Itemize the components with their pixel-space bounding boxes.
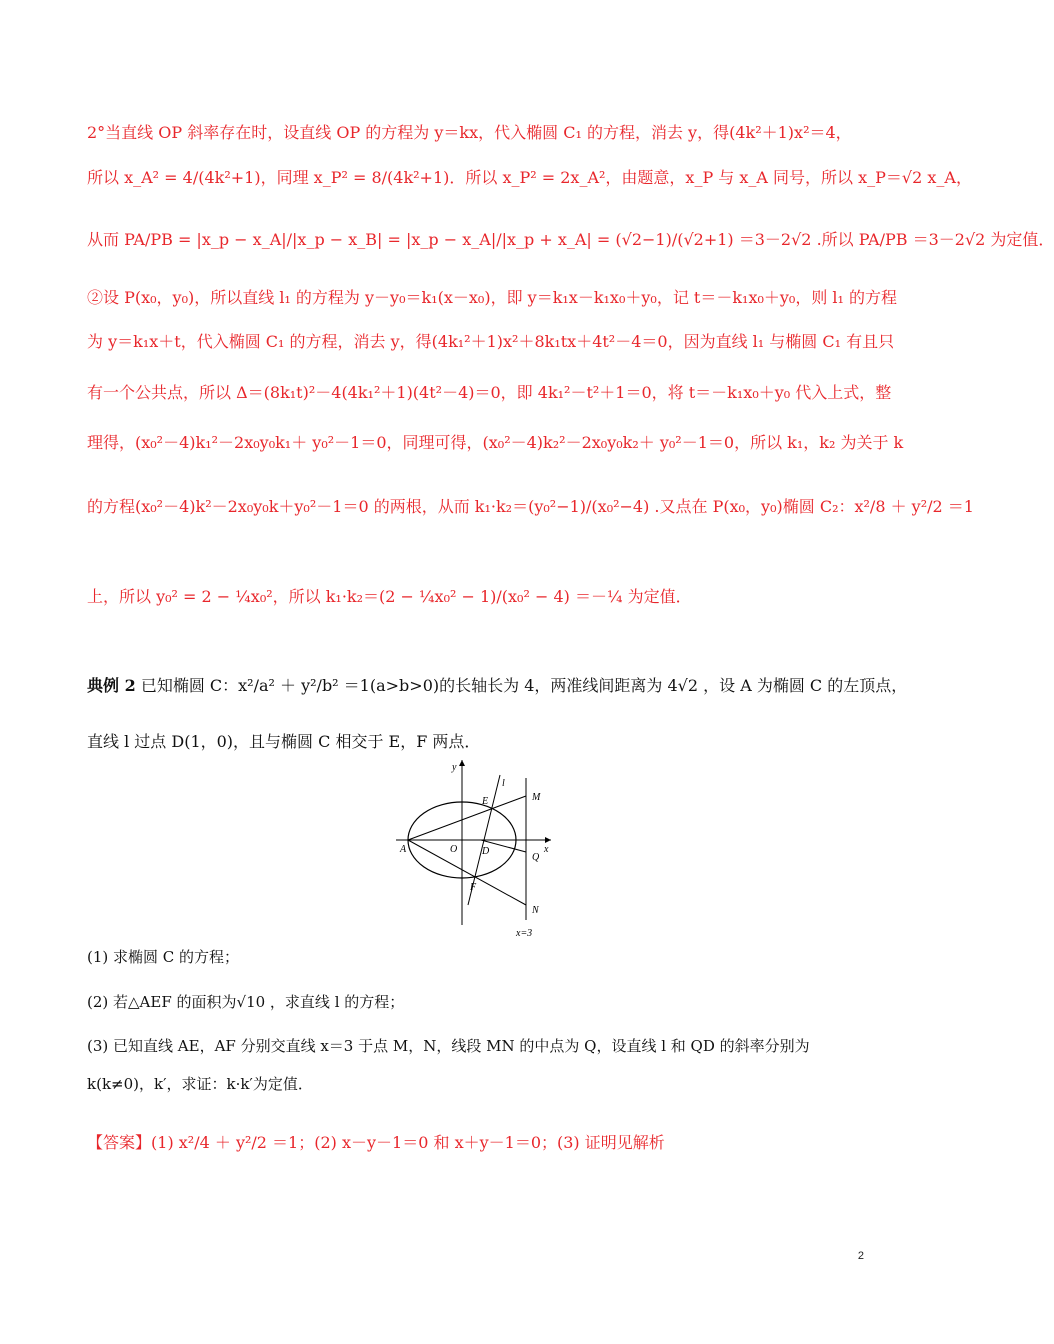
label-F: F	[470, 882, 477, 893]
answer-tag: 【答案】	[87, 1133, 152, 1152]
example-text-1: 已知椭圆 C：x²/a² ＋ y²/b² ＝1(a>b>0)的长轴长为 4，两准线间距离为 4√2 ，设 A 为椭圆 C 的左顶点，	[140, 676, 908, 695]
label-x3: x=3	[516, 928, 533, 939]
solution-line-5: 为 y＝k₁x＋t，代入椭圆 C₁ 的方程，消去 y，得(4k₁²＋1)x²＋8k₁tx＋4t²－4＝0，因为直线 l₁ 与椭圆 C₁ 有且只	[87, 332, 895, 351]
solution-line-3: 从而 PA/PB = |x_p − x_A|/|x_p − x_B| = |x_p − x_A|/|x_p + x_A| = (√2−1)/(√2+1) ＝3－2√2 .所以 PA/PB ＝3－2√2 为定值．	[87, 230, 1054, 249]
answer-text: (1) x²/4 ＋ y²/2 ＝1；(2) x－y－1＝0 和 x＋y－1＝0；(3) 证明见解析	[151, 1133, 665, 1152]
label-x: x	[544, 844, 549, 855]
question-3a: (3) 已知直线 AE，AF 分别交直线 x＝3 于点 M，N，线段 MN 的中点为 Q，设直线 l 和 QD 的斜率分别为	[87, 1037, 810, 1055]
question-3b: k(k≠0)，k′，求证：k·k′为定值．	[87, 1075, 313, 1093]
label-D: D	[482, 846, 490, 857]
x-axis-arrow	[545, 837, 551, 843]
solution-line-4: ②设 P(x₀，y₀)，所以直线 l₁ 的方程为 y－y₀＝k₁(x－x₀)，即 y＝k₁x－k₁x₀＋y₀，记 t＝－k₁x₀＋y₀，则 l₁ 的方程	[87, 288, 898, 307]
example-line-1	[87, 676, 907, 695]
label-y: y	[452, 762, 457, 773]
solution-line-8: 的方程(x₀²－4)k²－2x₀y₀k＋y₀²－1＝0 的两根，从而 k₁·k₂＝(y₀²−1)/(x₀²−4) .又点在 P(x₀，y₀)椭圆 C₂：x²/8 ＋ y²/2 ＝1	[87, 497, 974, 516]
solution-line-2: 所以 x_A² = 4/(4k²+1)，同理 x_P² = 8/(4k²+1)．所以 x_P² = 2x_A²，由题意，x_P 与 x_A 同号，所以 x_P＝√2 x_A，	[87, 168, 972, 187]
answer-line	[87, 1133, 665, 1152]
example-label: 典例 2	[87, 676, 136, 695]
solution-line-1: 2°当直线 OP 斜率存在时，设直线 OP 的方程为 y＝kx，代入椭圆 C₁ 的方程，消去 y，得(4k²＋1)x²＝4，	[87, 123, 852, 142]
solution-line-7: 理得，(x₀²－4)k₁²－2x₀y₀k₁＋ y₀²－1＝0，同理可得，(x₀²－4)k₂²－2x₀y₀k₂＋ y₀²－1＝0，所以 k₁，k₂ 为关于 k	[87, 433, 904, 452]
label-N: N	[532, 905, 539, 916]
label-O: O	[450, 844, 458, 855]
label-E: E	[482, 796, 489, 807]
question-2: (2) 若△AEF 的面积为√10 ，求直线 l 的方程；	[87, 993, 405, 1011]
solution-line-9: 上，所以 y₀² = 2 − ¼x₀²，所以 k₁·k₂＝(2 − ¼x₀² − 1)/(x₀² − 4) ＝－¼ 为定值．	[87, 587, 692, 606]
line-AN	[408, 840, 526, 905]
page-number: 2	[857, 1250, 864, 1262]
solution-line-6: 有一个公共点，所以 Δ＝(8k₁t)²－4(4k₁²＋1)(4t²－4)＝0，即 4k₁²－t²＋1＝0，将 t＝－k₁x₀＋y₀ 代入上式，整	[87, 383, 892, 402]
label-l: l	[502, 778, 505, 789]
ellipse-figure	[396, 760, 556, 940]
label-M: M	[532, 792, 541, 803]
y-axis-arrow	[459, 760, 465, 766]
question-1: (1) 求椭圆 C 的方程；	[87, 948, 240, 966]
example-line-2: 直线 l 过点 D(1，0)，且与椭圆 C 相交于 E，F 两点．	[87, 732, 481, 751]
label-Q: Q	[532, 852, 540, 863]
label-A: A	[400, 844, 407, 855]
